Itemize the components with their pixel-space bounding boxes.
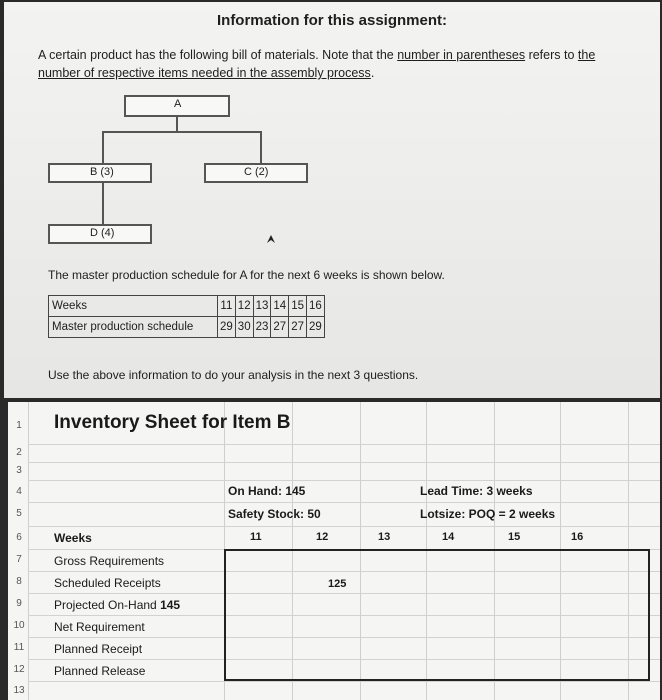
row-number[interactable]: 5 [16, 508, 22, 519]
row-number[interactable]: 1 [16, 420, 22, 431]
mps-value-cell: 23 [253, 317, 271, 338]
week-header-cell[interactable]: 16 [571, 531, 584, 543]
mps-week-cell: 15 [289, 296, 307, 317]
row-number[interactable]: 6 [16, 532, 22, 543]
bom-connector [260, 131, 262, 163]
scheduled-receipts-label[interactable]: Scheduled Receipts [54, 576, 161, 590]
gross-requirements-label[interactable]: Gross Requirements [54, 554, 165, 568]
grid-row-line [28, 444, 660, 445]
mps-week-cell: 16 [306, 296, 324, 317]
week-header-cell[interactable]: 14 [442, 531, 455, 543]
mps-week-cell: 13 [253, 296, 271, 317]
grid-column-line [28, 402, 29, 700]
row-number[interactable]: 11 [13, 642, 25, 653]
row-number[interactable]: 7 [16, 554, 22, 565]
row-number[interactable]: 3 [16, 465, 22, 476]
grid-row-line [28, 681, 660, 682]
data-entry-grid[interactable] [224, 549, 650, 681]
mps-week-cell: 14 [271, 296, 289, 317]
bom-node-a: A [124, 95, 230, 117]
assignment-info-panel [4, 2, 660, 398]
grid-row-line [28, 480, 660, 481]
row-number[interactable]: 12 [13, 664, 25, 675]
mps-value-cell: 29 [218, 317, 236, 338]
lead-time-cell[interactable]: Lead Time: 3 weeks [420, 484, 533, 498]
lot-size-cell[interactable]: Lotsize: POQ = 2 weeks [420, 507, 556, 521]
mouse-cursor-icon [266, 234, 276, 244]
projected-on-hand-start-value: 145 [160, 598, 181, 612]
bom-node-b: B (3) [48, 163, 152, 183]
safety-stock-cell[interactable]: Safety Stock: 50 [228, 507, 321, 521]
grid-row-line [28, 526, 660, 527]
bom-node-c: C (2) [204, 163, 308, 183]
row-number[interactable]: 2 [16, 447, 22, 458]
mps-value-cell: 30 [235, 317, 253, 338]
row-number[interactable]: 9 [16, 598, 22, 609]
mps-weeks-label: Weeks [49, 296, 218, 317]
mps-values-row [49, 317, 325, 338]
mps-weeks-row [49, 296, 325, 317]
mps-caption: The master production schedule for A for the next 6 weeks is shown below. [48, 268, 445, 282]
row-number[interactable]: 4 [16, 486, 22, 497]
assignment-intro: A certain product has the following bill of materials. Note that the number in parentheses refers to the number of respective items needed in the assembly process. [38, 48, 596, 80]
mps-value-cell: 29 [306, 317, 324, 338]
bom-connector [176, 117, 178, 132]
week-header-cell[interactable]: 13 [378, 531, 391, 543]
net-requirement-label[interactable]: Net Requirement [54, 620, 145, 634]
mps-value-cell: 27 [271, 317, 289, 338]
mps-week-cell: 11 [218, 296, 236, 317]
grid-row-line [28, 462, 660, 463]
planned-receipt-label[interactable]: Planned Receipt [54, 642, 143, 656]
week-header-cell[interactable]: 12 [316, 531, 329, 543]
bom-connector [102, 131, 104, 163]
analysis-note: Use the above information to do your analysis in the next 3 questions. [48, 368, 419, 382]
mps-week-cell: 12 [235, 296, 253, 317]
grid-row-line [28, 502, 660, 503]
assignment-title: Information for this assignment: [216, 12, 447, 29]
bom-node-d: D (4) [48, 224, 152, 244]
sheet-title[interactable]: Inventory Sheet for Item B [54, 412, 291, 433]
scheduled-receipt-value[interactable]: 125 [328, 578, 347, 590]
row-number[interactable]: 13 [13, 685, 25, 696]
bom-connector [102, 131, 262, 133]
mps-value-cell: 27 [289, 317, 307, 338]
on-hand-cell[interactable]: On Hand: 145 [228, 484, 306, 498]
mps-values-label: Master production schedule [49, 317, 218, 338]
row-number[interactable]: 8 [16, 576, 22, 587]
planned-release-label[interactable]: Planned Release [54, 664, 146, 678]
projected-on-hand-label[interactable]: Projected On-Hand 145 [54, 598, 181, 612]
weeks-label[interactable]: Weeks [54, 531, 92, 545]
mps-table [48, 295, 325, 338]
row-number[interactable]: 10 [13, 620, 25, 631]
week-header-cell[interactable]: 15 [508, 531, 521, 543]
inventory-sheet [8, 402, 660, 700]
bom-connector [102, 183, 104, 224]
week-header-cell[interactable]: 11 [250, 531, 262, 543]
